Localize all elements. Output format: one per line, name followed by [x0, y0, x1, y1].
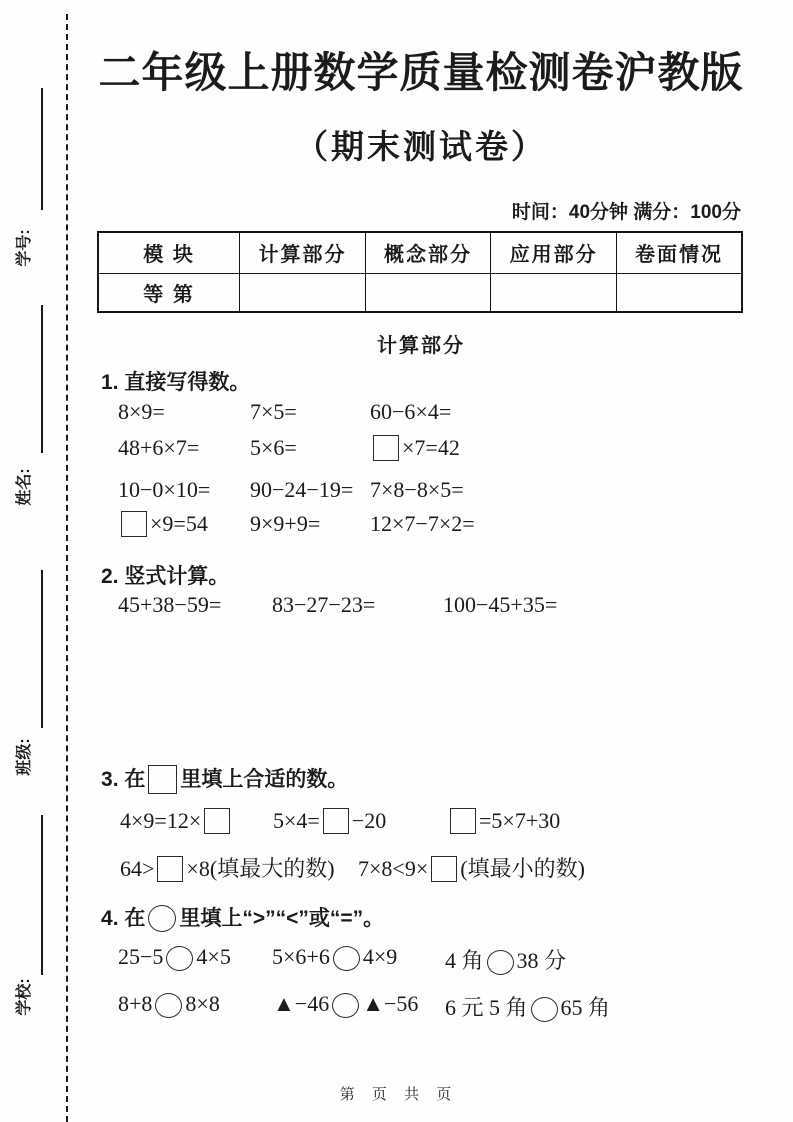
- grade-cell-neatness: [616, 273, 742, 312]
- question-1-row-4: [97, 511, 745, 549]
- score-table-grade-row: [98, 273, 742, 312]
- math-expression: 9×9+9=: [250, 511, 321, 536]
- question-4-row-2: [97, 991, 745, 1029]
- question-3-label: 3. 在 里填上合适的数。: [101, 763, 348, 794]
- math-expression: 48+6×7=: [118, 435, 200, 460]
- math-expression: ×9=54: [118, 511, 208, 537]
- score-header-module: 模 块: [98, 232, 240, 273]
- math-expression: 5×6+6 4×9: [272, 944, 398, 969]
- math-expression: 7×8−8×5=: [370, 477, 464, 502]
- score-table: [97, 231, 743, 313]
- answer-box: [204, 808, 230, 834]
- paper-body: [97, 0, 745, 1122]
- paper-title: 二年级上册数学质量检测卷沪教版: [98, 49, 744, 96]
- answer-box: [323, 808, 349, 834]
- math-expression: 64> ×8(填最大的数): [120, 856, 335, 881]
- math-expression: 12×7−7×2=: [370, 511, 475, 536]
- seal-blank-line-1: [41, 88, 43, 210]
- student-number-label: 学号:: [16, 229, 33, 267]
- math-expression: ▲−46 ▲−56: [273, 991, 419, 1016]
- math-expression: 45+38−59=: [118, 592, 222, 617]
- compare-circle: [531, 997, 558, 1022]
- time-score-info: 时间：40分钟 满分：100分: [511, 202, 741, 223]
- math-expression: 8+8 8×8: [118, 991, 220, 1016]
- answer-box: [431, 856, 457, 882]
- compare-circle: [333, 946, 360, 971]
- score-header-application: 应用部分: [491, 232, 617, 273]
- compare-circle: [155, 993, 182, 1018]
- math-expression: 5×6=: [250, 435, 297, 460]
- answer-box: [148, 765, 177, 794]
- math-expression: 7×8<9× (填最小的数): [358, 856, 585, 881]
- score-header-neatness: 卷面情况: [616, 232, 742, 273]
- compare-circle: [332, 993, 359, 1018]
- math-expression: 6 元 5 角 65 角: [445, 995, 611, 1020]
- page-number-footer: 第 页 共 页: [339, 1086, 454, 1103]
- question-1-row-1: [97, 399, 745, 437]
- grade-cell-calculation: [240, 273, 366, 312]
- score-header-calculation: 计算部分: [240, 232, 366, 273]
- question-4-row-1: [97, 944, 745, 982]
- school-label: 学校:: [16, 978, 33, 1016]
- math-expression: 5×4= −20: [273, 808, 387, 833]
- math-expression: 100−45+35=: [443, 592, 558, 617]
- answer-box: [121, 511, 147, 537]
- question-1-row-2: [97, 435, 745, 473]
- grade-cell-application: [491, 273, 617, 312]
- score-header-concept: 概念部分: [365, 232, 491, 273]
- score-table-header-row: [98, 232, 742, 273]
- question-1-label: 1. 直接写得数。: [101, 371, 251, 394]
- math-expression: 10−0×10=: [118, 477, 211, 502]
- seal-blank-line-3: [41, 570, 43, 728]
- math-expression: =5×7+30: [447, 808, 560, 834]
- seal-blank-line-4: [41, 815, 43, 975]
- compare-circle: [487, 950, 514, 975]
- question-2-row: [97, 592, 745, 630]
- question-3-row-1: [97, 808, 745, 846]
- answer-box: [373, 435, 399, 461]
- paper-subtitle: （期末测试卷）: [295, 128, 547, 165]
- class-label: 班级:: [16, 738, 33, 776]
- seal-blank-line-2: [41, 305, 43, 453]
- math-expression: 4 角 38 分: [445, 948, 567, 973]
- section-title-calculation: 计算部分: [377, 335, 465, 357]
- math-expression: 83−27−23=: [272, 592, 376, 617]
- math-expression: 4×9=12×: [120, 808, 233, 834]
- math-expression: 60−6×4=: [370, 399, 452, 424]
- grade-cell-concept: [365, 273, 491, 312]
- math-expression: 25−5 4×5: [118, 944, 231, 969]
- question-1-row-3: [97, 477, 745, 515]
- compare-circle: [166, 946, 193, 971]
- math-expression: ×7=42: [370, 435, 460, 461]
- question-4-label: 4. 在 里填上“>”“<”或“=”。: [101, 907, 385, 930]
- math-expression: 90−24−19=: [250, 477, 354, 502]
- answer-box: [450, 808, 476, 834]
- question-2-label: 2. 竖式计算。: [101, 565, 230, 588]
- student-name-label: 姓名:: [16, 468, 33, 506]
- seal-dashed-line: [66, 14, 68, 1122]
- answer-box: [157, 856, 183, 882]
- math-expression: 7×5=: [250, 399, 297, 424]
- grade-row-label: 等 第: [98, 273, 240, 312]
- question-3-row-2: [97, 852, 745, 890]
- compare-circle: [148, 905, 176, 932]
- math-expression: 8×9=: [118, 399, 165, 424]
